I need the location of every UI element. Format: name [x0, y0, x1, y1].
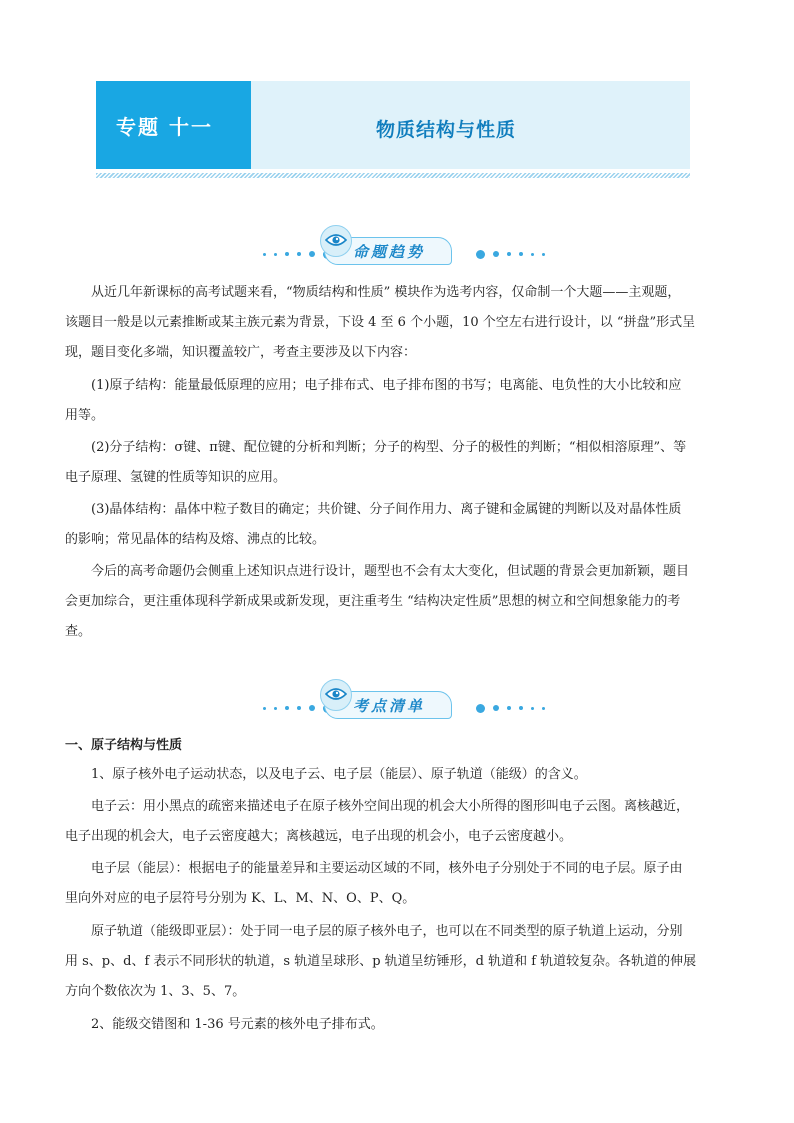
eye-icon	[320, 679, 352, 711]
paragraph-intro: 从近几年新课标的高考试题来看，“物质结构和性质” 模块作为选考内容，仅命制一个大题——主观题， 该题目一般是以元素推断或某主族元素为背景，下设 4 至 6 个小题，10 个空左右进行设计，以 “拼盘”形式呈 现，题目变化多端，知识覆盖较广，考查主要涉及以下内容：	[65, 285, 696, 360]
paragraph-point-1: 1、原子核外电子运动状态，以及电子云、电子层（能层）、原子轨道（能级）的含义。	[91, 767, 587, 782]
paragraph-outlook: 今后的高考命题仍会侧重上述知识点进行设计，题型也不会有太大变化，但试题的背景会更加新颖，题目 会更加综合，更注重体现科学新成果或新发现，更注重考生 “结构决定性质”思想的树立和空间想象能力的考 查。	[65, 564, 690, 639]
topic-label-box	[96, 81, 251, 169]
paragraph-electron-cloud: 电子云：用小黑点的疏密来描述电子在原子核外空间出现的机会大小所得的图形叫电子云图。离核越近， 电子出现的机会大，电子云密度越大；离核越远，电子出现的机会小，电子云密度越小。	[65, 799, 690, 844]
badge-label: 命题趋势	[353, 243, 426, 261]
topic-banner	[96, 81, 690, 169]
page-title: 物质结构与性质	[376, 119, 517, 141]
paragraph-point-2: 2、能级交错图和 1-36 号元素的核外电子排布式。	[91, 1017, 384, 1032]
paragraph-crystal-structure: (3)晶体结构：晶体中粒子数目的确定；共价键、分子间作用力、离子键和金属键的判断以及对晶体性质 的影响；常见晶体的结构及熔、沸点的比较。	[65, 502, 682, 547]
section-badge-checklist	[0, 676, 794, 726]
paragraph-electron-shell: 电子层（能层）：根据电子的能量差异和主要运动区域的不同，核外电子分别处于不同的电子层。原子由 里向外对应的电子层符号分别为 K、L、M、N、O、P、Q。	[65, 861, 683, 906]
section-badge-trend	[0, 222, 794, 272]
decorative-dots-right	[476, 248, 545, 260]
paragraph-molecular-structure: (2)分子结构：σ键、π键、配位键的分析和判断；分子的构型、分子的极性的判断；“相似相溶原理”、等 电子原理、氢键的性质等知识的应用。	[65, 440, 687, 485]
badge-label: 考点清单	[353, 697, 426, 715]
decorative-dots-right	[476, 702, 545, 714]
paragraph-orbital: 原子轨道（能级即亚层）：处于同一电子层的原子核外电子，也可以在不同类型的原子轨道上运动，分别 用 s、p、d、f 表示不同形状的轨道，s 轨道呈球形、p 轨道呈纺锤形，d 轨道和 f 轨道较复杂。各轨道的伸展 方向个数依次为 1、3、5、7。	[65, 924, 697, 999]
banner-divider	[96, 173, 690, 178]
section-heading: 一、原子结构与性质	[65, 738, 183, 753]
paragraph-atomic-structure: (1)原子结构：能量最低原理的应用；电子排布式、电子排布图的书写；电离能、电负性的大小比较和应 用等。	[65, 378, 682, 423]
topic-label: 专题 十一	[116, 115, 213, 139]
eye-icon	[320, 225, 352, 257]
